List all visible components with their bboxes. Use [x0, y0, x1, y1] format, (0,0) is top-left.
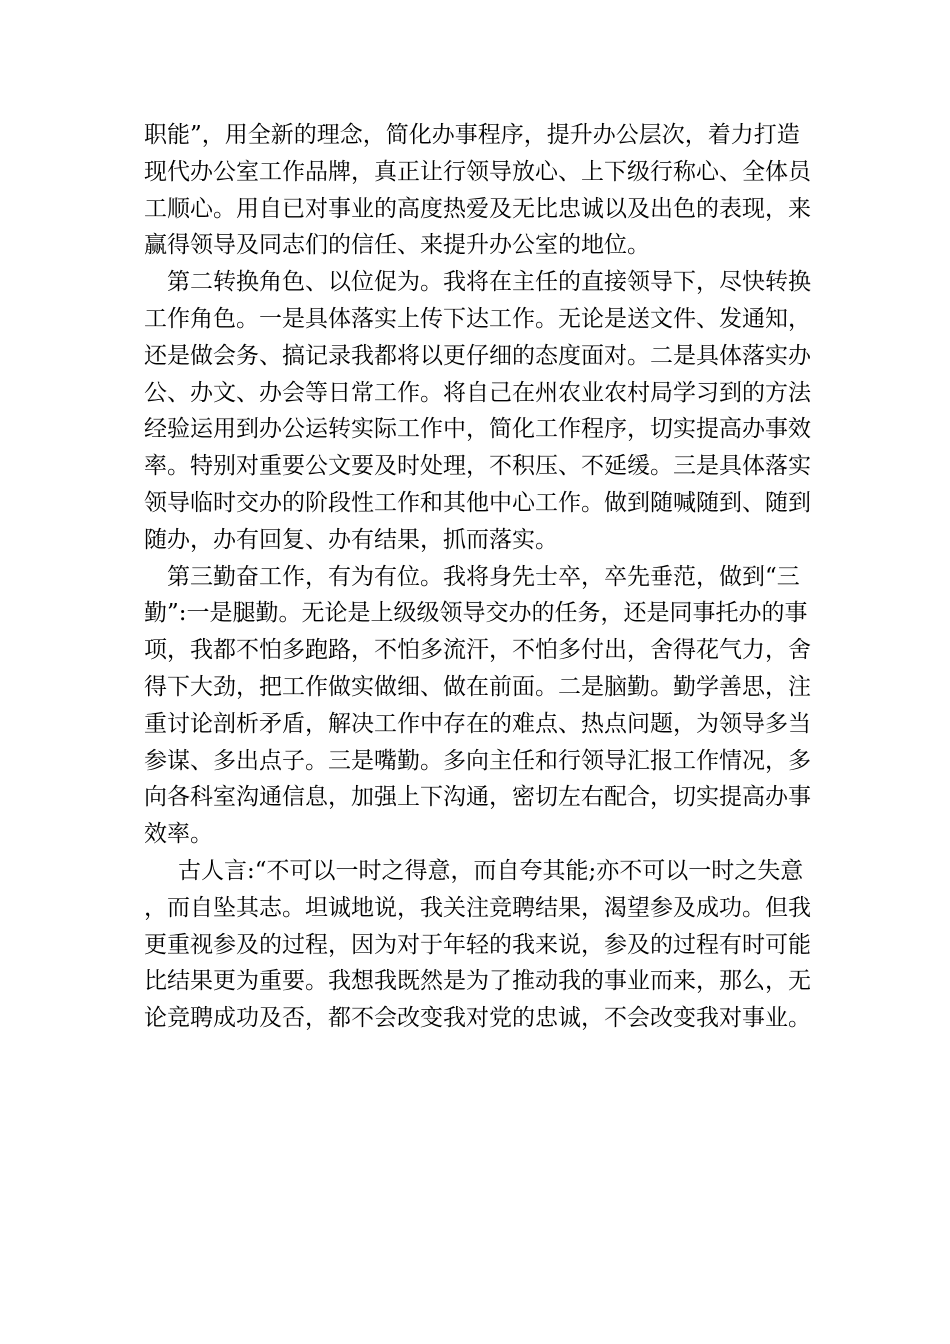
- paragraph-4: 古人言:“不可以一时之得意，而自夸其能;亦不可以一时之失意，而自坠其志。坦诚地说，我关注竞聘结果，渴望参及成功。但我更重视参及的过程，因为对于年轻的我来说，参及的过程有时可能比结果更为重要。我想我既然是为了推动我的事业而来，那么，无论竞聘成功及否，都不会改变我对党的忠诚，不会改变我对事业。: [144, 857, 811, 1032]
- paragraph-2: 第二转换角色、以位促为。我将在主任的直接领导下，尽快转换工作角色。一是具体落实上传下达工作。无论是送文件、发通知，还是做会务、搞记录我都将以更仔细的态度面对。二是具体落实办公、办文、办会等日常工作。将自己在州农业农村局学习到的方法经验运用到办公运转实际工作中，简化工作程序，切实提高办事效率。特别对重要公文要及时处理，不积压、不延缓。三是具体落实领导临时交办的阶段性工作和其他中心工作。做到随喊随到、随到随办，办有回复、办有结果，抓而落实。: [144, 269, 811, 553]
- paragraph-3: 第三勤奋工作，有为有位。我将身先士卒，卒先垂范，做到“三勤”:一是腿勤。无论是上级级领导交办的任务，还是同事托办的事项，我都不怕多跑路，不怕多流汗，不怕多付出，舍得花气力，舍得下大劲，把工作做实做细、做在前面。二是脑勤。勤学善思，注重讨论剖析矛盾，解决工作中存在的难点、热点问题，为领导多当参谋、多出点子。三是嘴勤。多向主任和行领导汇报工作情况，多向各科室沟通信息，加强上下沟通，密切左右配合，切实提高办事效率。: [144, 563, 811, 848]
- document-body: [144, 117, 812, 1037]
- paragraph-1: 职能”，用全新的理念，简化办事程序，提升办公层次，着力打造现代办公室工作品牌，真正让行领导放心、上下级行称心、全体员工顺心。用自已对事业的高度热爱及无比忠诚以及出色的表现，来赢得领导及同志们的信任、来提升办公室的地位。: [144, 122, 811, 259]
